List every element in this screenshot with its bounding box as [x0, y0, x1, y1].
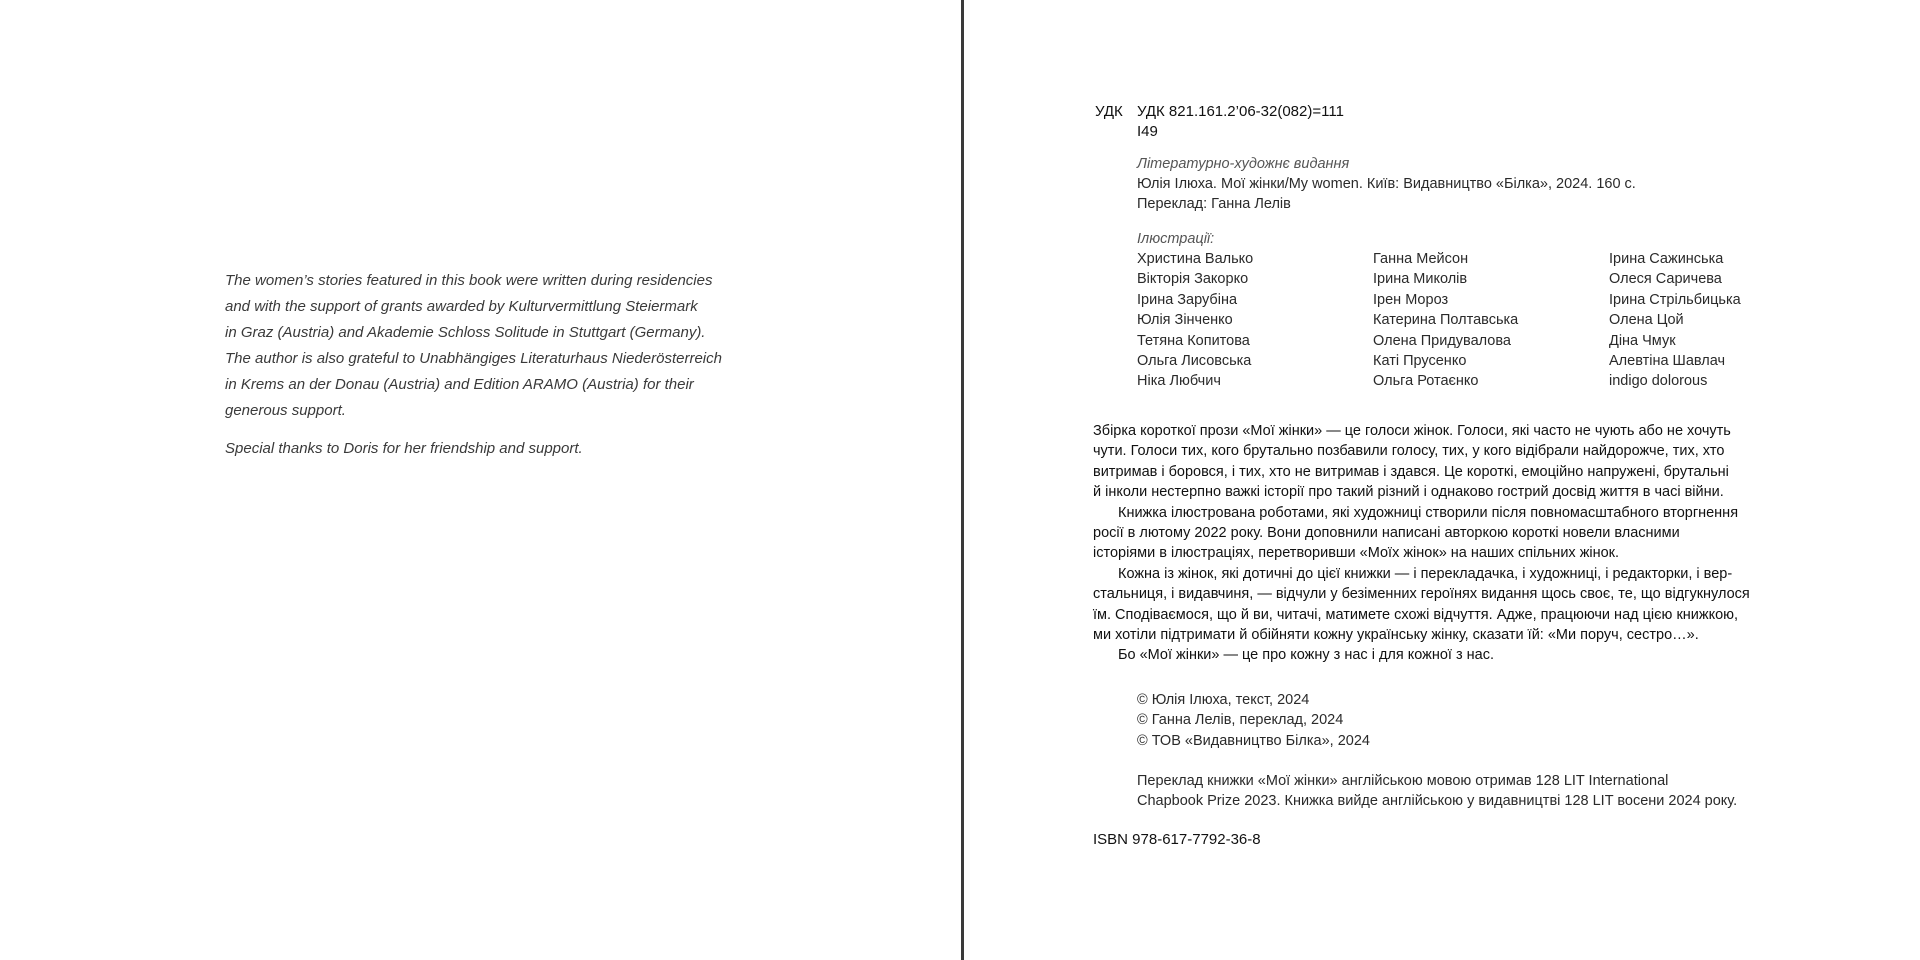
illustrator-name: Діна Чмук — [1609, 332, 1676, 349]
illustrations-title: Ілюстрації: — [1137, 231, 1215, 247]
description-line: витримав і боровся, і тих, хто не витримав і здався. Це короткі, емоційно напружені, брутальні — [1093, 463, 1729, 480]
illustrator-name: Тетяна Копитова — [1137, 332, 1250, 349]
illustrator-name: Олена Цой — [1609, 312, 1684, 329]
citation: Юлія Ілюха. Мої жінки/My women. Київ: Видавництво «Білка», 2024. 160 с. — [1137, 176, 1636, 192]
description-line: їм. Сподіваємося, що й ви, читачі, матимете схожі відчуття. Адже, працюючи над цією книжкою, — [1093, 606, 1739, 623]
description-line: ми хотіли підтримати й обійняти кожну українську жінку, сказати їй: «Ми поруч, сестро…». — [1093, 627, 1699, 644]
description-line: чути. Голоси тих, кого брутально позбавили голосу, тих, у кого відібрали найдорожче, тих, хто — [1093, 443, 1725, 460]
illustrator-name: Ніка Любчич — [1137, 373, 1221, 390]
copyright-line: © Ганна Лелів, переклад, 2024 — [1137, 712, 1344, 729]
description-line: Книжка ілюстрована роботами, які художниці створили після повномасштабного вторгнення — [1118, 504, 1739, 521]
copyright-line: © ТОВ «Видавництво Білка», 2024 — [1137, 732, 1370, 749]
illustrator-name: Ганна Мейсон — [1373, 251, 1469, 267]
illustrator-name: indigo dolorous — [1609, 373, 1708, 390]
udk-code: УДК 821.161.2’06-32(082)=111 — [1137, 103, 1344, 120]
illustrator-name: Христина Валько — [1137, 251, 1254, 267]
description-line: стальниця, і видавчиня, — відчули у безіменних героїнях видання щось своє, те, що відгукнулося — [1093, 586, 1750, 603]
illustrator-name: Ольга Ротаєнко — [1373, 373, 1479, 390]
isbn: ISBN 978-617-7792-36-8 — [1093, 831, 1261, 848]
copyright-block — [1137, 690, 1370, 751]
prize-note — [1137, 771, 1737, 812]
acknowledgement-line: The author is also grateful to Unabhängiges Literaturhaus Niederösterreich — [225, 350, 722, 367]
translation-credit: Переклад: Ганна Лелів — [1137, 196, 1291, 212]
illustrator-name: Юлія Зінченко — [1137, 312, 1233, 329]
udk-label: УДК — [1095, 103, 1123, 120]
illustrators-column-2 — [1373, 249, 1518, 392]
publication-info — [1137, 154, 1636, 214]
illustrator-name: Ольга Лисовська — [1137, 353, 1252, 370]
illustrator-name: Ірина Миколів — [1373, 271, 1468, 288]
thanks-paragraph: Special thanks to Doris for her friendship and support. — [225, 440, 583, 457]
illustrator-name: Олеся Саричева — [1609, 271, 1722, 288]
acknowledgement-line: and with the support of grants awarded by Kulturvermittlung Steiermark — [225, 298, 698, 315]
prize-line: Chapbook Prize 2023. Книжка вийде англійською у видавництві 128 LIT восени 2024 року. — [1137, 793, 1738, 810]
illustrator-name: Катерина Полтавська — [1373, 312, 1519, 329]
acknowledgement-line: in Krems an der Donau (Austria) and Edition ARAMO (Austria) for their — [225, 376, 694, 393]
illustrators-column-3 — [1609, 249, 1741, 392]
description-line: історіями в ілюстраціях, перетворивши «Моїх жінок» на наших спільних жінок. — [1093, 545, 1620, 562]
acknowledgement-line: in Graz (Austria) and Akademie Schloss Solitude in Stuttgart (Germany). — [225, 324, 706, 341]
book-description — [1093, 421, 1813, 666]
description-line: й інколи нестерпно важкі історії про такий різний і однаково гострий досвід життя в часі війни. — [1093, 484, 1724, 501]
illustrator-name: Ірина Зарубіна — [1137, 291, 1238, 308]
acknowledgement-line: generous support. — [225, 402, 346, 419]
description-line: Бо «Мої жінки» — це про кожну з нас і для кожної з нас. — [1118, 647, 1495, 664]
right-page — [964, 0, 1920, 960]
classification-block — [1137, 102, 1344, 142]
description-line: росії в лютому 2022 року. Вони доповнили написані авторкою короткі новели власними — [1093, 525, 1680, 542]
illustrator-name: Ірина Сажинська — [1609, 251, 1724, 267]
acknowledgement-paragraph — [225, 268, 745, 424]
illustrator-name: Алевтіна Шавлач — [1609, 353, 1726, 370]
acknowledgement-block — [225, 268, 745, 462]
illustrator-name: Вікторія Закорко — [1137, 271, 1249, 288]
illustrator-name: Ірина Стрільбицька — [1609, 291, 1741, 308]
description-line: Збірка короткої прози «Мої жінки» — це голоси жінок. Голоси, які часто не чують або не хочуть — [1093, 423, 1731, 439]
acknowledgement-line: The women’s stories featured in this book were written during residencies — [225, 272, 713, 289]
copyright-line: © Юлія Ілюха, текст, 2024 — [1137, 692, 1310, 708]
illustrator-name: Каті Прусенко — [1373, 353, 1467, 370]
edition-type: Літературно-художнє видання — [1137, 156, 1350, 172]
description-line: Кожна із жінок, які дотичні до цієї книжки — і перекладачка, і художниці, і редакторки, і вер- — [1118, 565, 1733, 582]
illustrator-name: Олена Придувалова — [1373, 332, 1511, 349]
illustrator-name: Ірен Мороз — [1373, 291, 1449, 308]
bbk-code: І49 — [1137, 123, 1158, 140]
prize-line: Переклад книжки «Мої жінки» англійською мовою отримав 128 LIT International — [1137, 773, 1669, 789]
illustrators-column-1 — [1137, 249, 1253, 392]
